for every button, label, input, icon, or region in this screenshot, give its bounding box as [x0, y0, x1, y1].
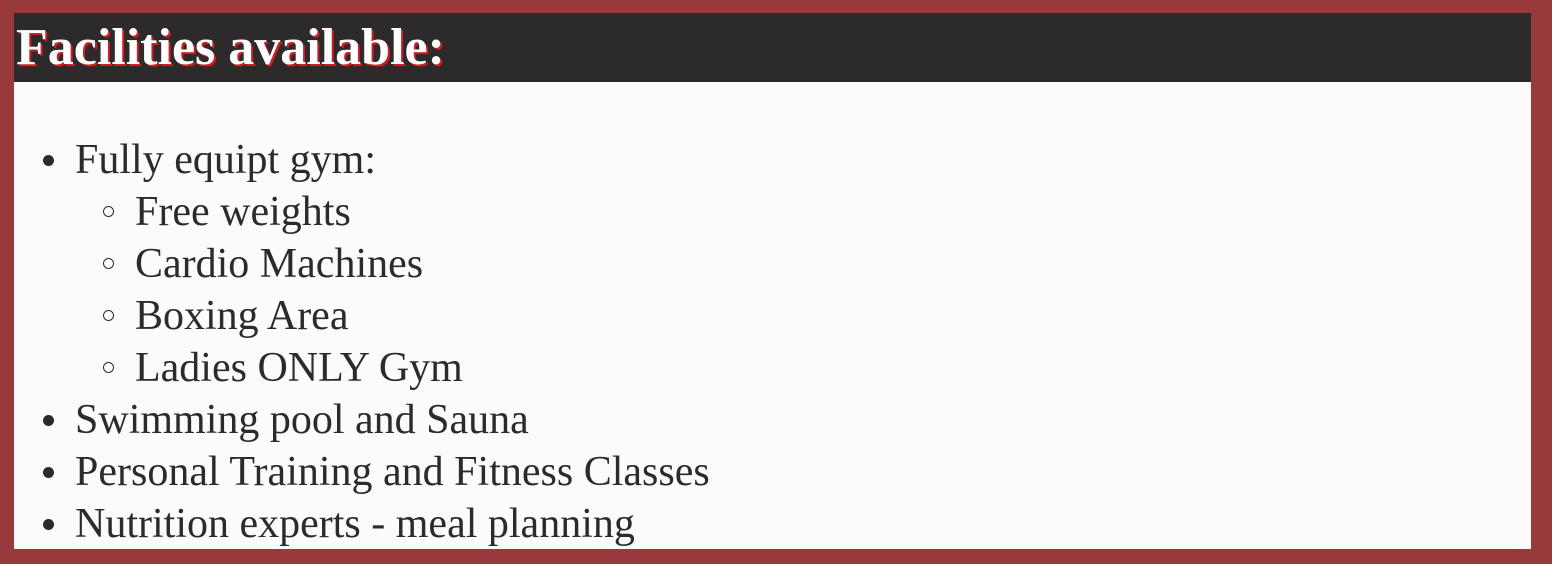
- facilities-list: [14, 134, 710, 549]
- heading-bar: [14, 13, 1531, 82]
- sub-list-item: [135, 238, 710, 290]
- sub-list-item-label: Cardio Machines: [135, 241, 424, 287]
- sub-list-item-label: Free weights: [135, 189, 351, 235]
- disc-bullet-icon: [43, 155, 54, 166]
- list-item-label: Nutrition experts - meal planning: [75, 501, 635, 547]
- circle-bullet-icon: [103, 310, 114, 321]
- sub-list-item: [135, 186, 710, 238]
- sub-list-item-label: Boxing Area: [135, 293, 349, 339]
- list-item: [14, 394, 710, 446]
- list-item-label: Swimming pool and Sauna: [75, 397, 529, 443]
- page-title: Facilities available:: [16, 19, 445, 76]
- gym-sub-list: [75, 186, 710, 394]
- list-item-label: Personal Training and Fitness Classes: [75, 449, 710, 495]
- circle-bullet-icon: [103, 362, 114, 373]
- list-item-gym: [14, 134, 710, 394]
- list-item-label: Fully equipt gym:: [75, 137, 377, 183]
- sub-list-item: [135, 342, 710, 394]
- sub-list-item-label: Ladies ONLY Gym: [135, 345, 463, 391]
- disc-bullet-icon: [43, 467, 54, 478]
- list-item: [14, 498, 710, 549]
- circle-bullet-icon: [103, 206, 114, 217]
- disc-bullet-icon: [43, 519, 54, 530]
- list-item: [14, 446, 710, 498]
- circle-bullet-icon: [103, 258, 114, 269]
- facilities-panel: [14, 13, 1531, 549]
- disc-bullet-icon: [43, 415, 54, 426]
- sub-list-item: [135, 290, 710, 342]
